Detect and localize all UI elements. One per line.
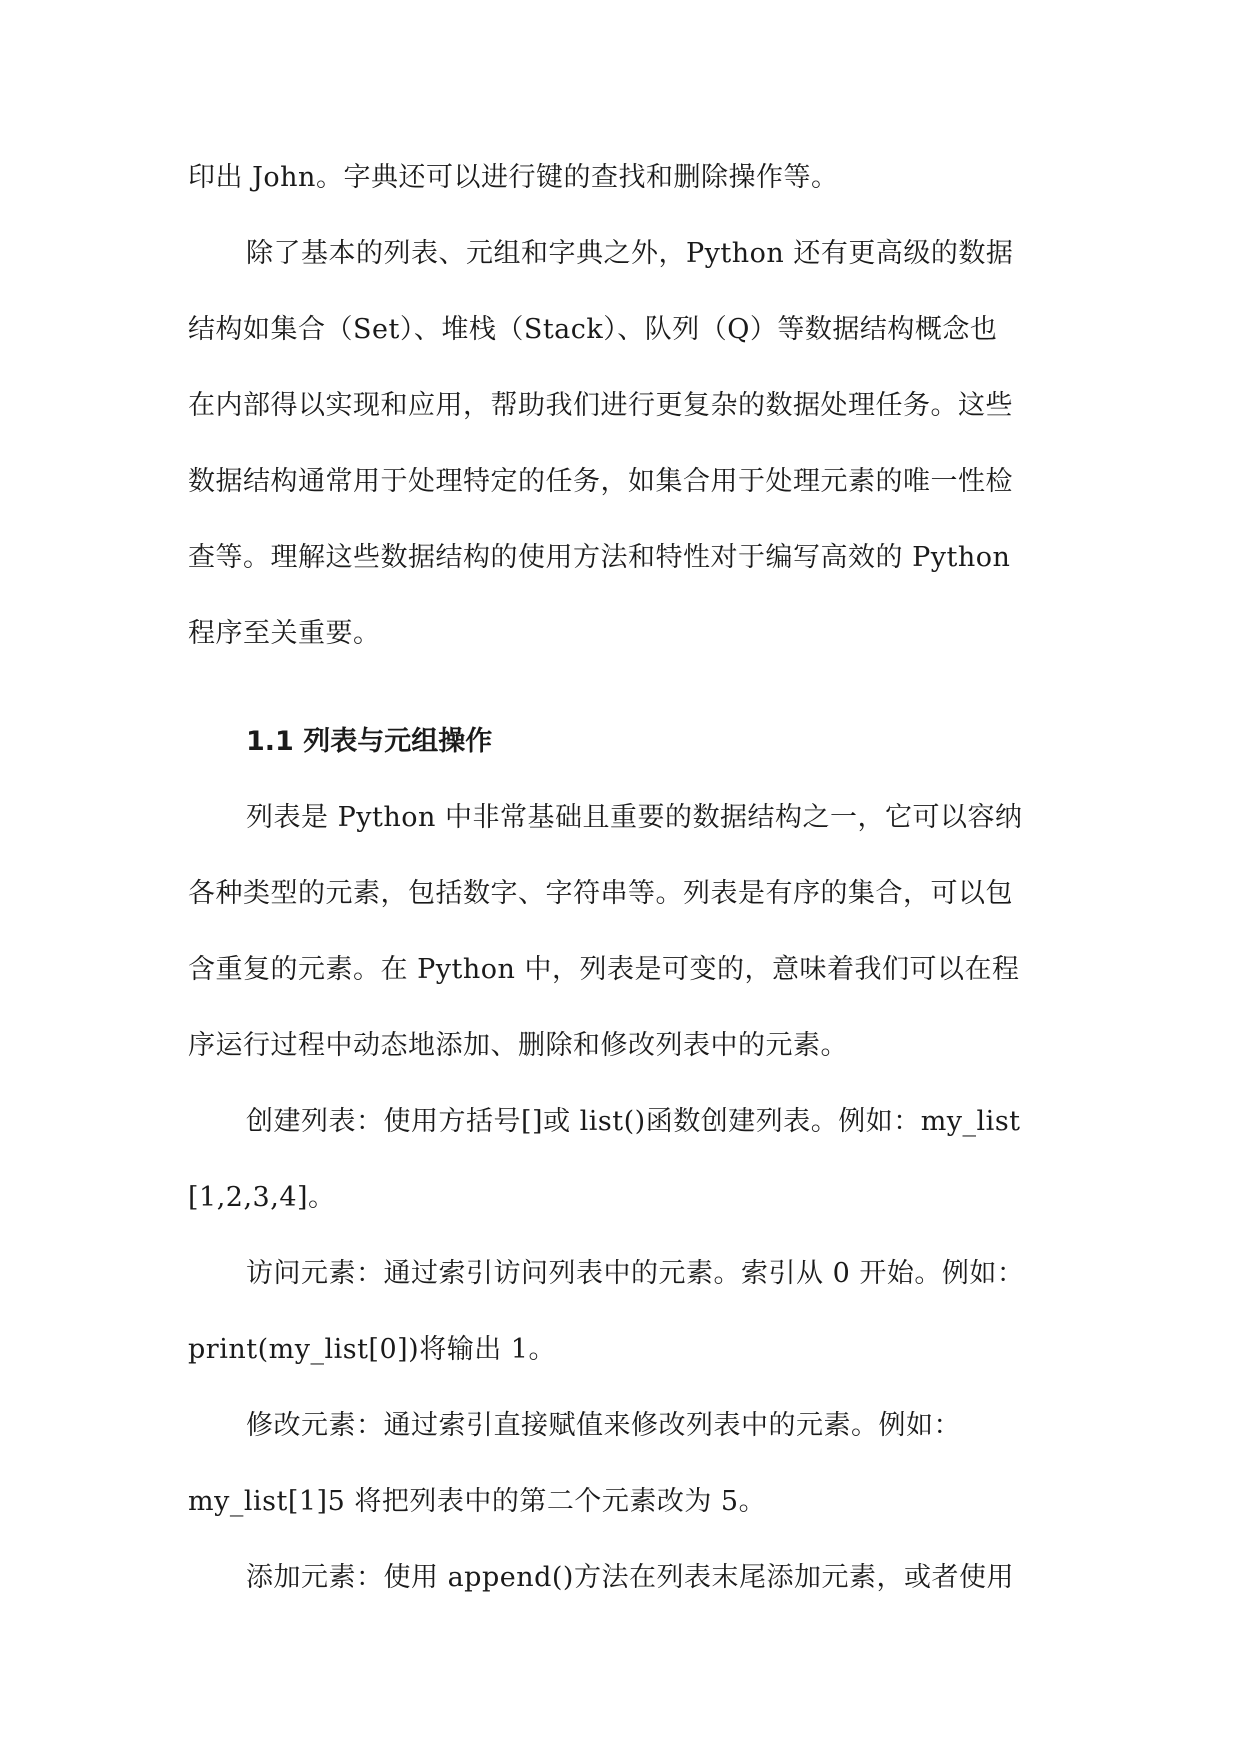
paragraph-add-element [188, 1540, 1054, 1616]
text-line: 列表是 Python 中非常基础且重要的数据结构之一，它可以容纳 [246, 802, 1023, 833]
text-line: 序运行过程中动态地添加、删除和修改列表中的元素。 [188, 1030, 848, 1061]
text-line: 程序至关重要。 [188, 618, 381, 649]
text-line: print(my_list[0])将输出 1。 [188, 1334, 556, 1365]
paragraph-access-element [188, 1236, 1054, 1388]
paragraph-advanced-structures [188, 216, 1054, 672]
text-line: my_list[1]5 将把列表中的第二个元素改为 5。 [188, 1486, 767, 1517]
paragraph-create-list [188, 1084, 1054, 1236]
text-line: 在内部得以实现和应用，帮助我们进行更复杂的数据处理任务。这些 [188, 390, 1013, 421]
text-line: 修改元素：通过索引直接赋值来修改列表中的元素。例如： [246, 1410, 961, 1441]
text-line: 含重复的元素。在 Python 中，列表是可变的，意味着我们可以在程 [188, 954, 1020, 985]
text-line: 印出 John。字典还可以进行键的查找和删除操作等。 [188, 162, 839, 193]
paragraph-list-intro [188, 780, 1054, 1084]
text-line: 添加元素：使用 append()方法在列表末尾添加元素，或者使用 [246, 1562, 1014, 1593]
text-line: 结构如集合（Set）、堆栈（Stack）、队列（Q）等数据结构概念也 [188, 314, 998, 345]
paragraph-dict-continuation [188, 140, 1054, 216]
text-line: 各种类型的元素，包括数字、字符串等。列表是有序的集合，可以包 [188, 878, 1013, 909]
text-line: 创建列表：使用方括号[]或 list()函数创建列表。例如：my_list [246, 1106, 1021, 1137]
text-line: 访问元素：通过索引访问列表中的元素。索引从 0 开始。例如： [246, 1258, 1025, 1289]
section-heading: 1.1 列表与元组操作 [246, 726, 493, 757]
text-line: 查等。理解这些数据结构的使用方法和特性对于编写高效的 Python [188, 542, 1011, 573]
paragraph-modify-element [188, 1388, 1054, 1540]
text-line: [1,2,3,4]。 [188, 1182, 336, 1213]
document-body [188, 140, 1054, 1616]
text-line: 数据结构通常用于处理特定的任务，如集合用于处理元素的唯一性检 [188, 466, 1013, 497]
text-line: 除了基本的列表、元组和字典之外，Python 还有更高级的数据 [246, 238, 1014, 269]
